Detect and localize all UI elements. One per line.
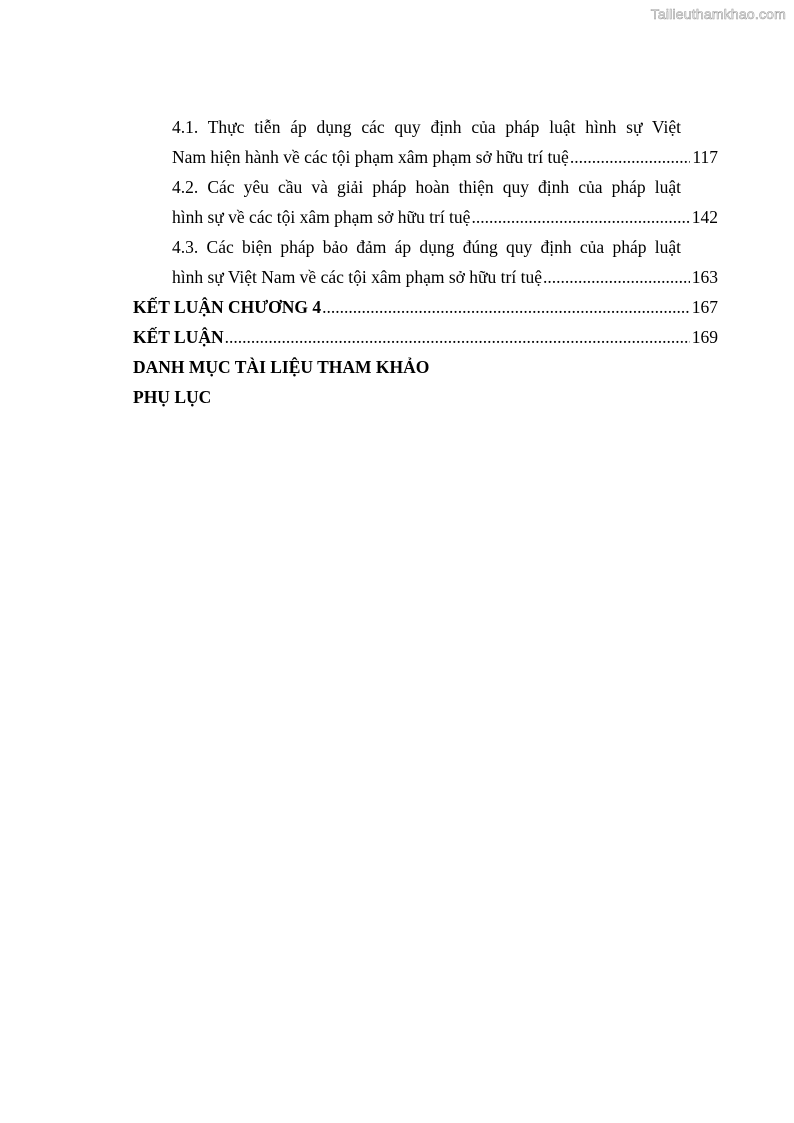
table-of-contents [133,112,718,412]
toc-entry-title-line2: hình sự về các tội xâm phạm sở hữu trí tuệ [172,207,471,227]
toc-heading-appendix[interactable]: PHỤ LỤC [133,387,212,407]
toc-entry-title-line1: 4.2. Các yêu cầu và giải pháp hoàn thiện quy định của pháp luật [172,177,681,197]
toc-entry-title-line1: 4.1. Thực tiễn áp dụng các quy định của pháp luật hình sự Việt [172,117,681,137]
dot-leader [322,292,690,322]
dot-leader [471,202,689,232]
toc-entry-4-1[interactable] [133,112,718,172]
dot-leader [225,322,690,352]
toc-entry-title-line2: Nam hiện hành về các tội phạm xâm phạm sở hữu trí tuệ [172,147,569,167]
toc-entry-title-line2-row [172,262,718,292]
toc-entry-ket-luan[interactable] [133,322,718,352]
toc-entry-title: KẾT LUẬN CHƯƠNG 4 [133,297,322,317]
toc-page-number: 163 [691,267,718,287]
toc-entry-4-3[interactable] [133,232,718,292]
toc-entry-row [133,292,718,322]
toc-entry-title: KẾT LUẬN [133,327,224,347]
toc-entry-title-line2: hình sự Việt Nam về các tội xâm phạm sở hữu trí tuệ [172,267,542,287]
dot-leader [543,262,690,292]
toc-entry-title-line2-row [172,202,718,232]
toc-page-number: 117 [692,147,718,167]
toc-page-number: 142 [691,207,718,227]
toc-entry-ket-luan-chuong-4[interactable] [133,292,718,322]
dot-leader [570,142,691,172]
toc-entry-title-line1: 4.3. Các biện pháp bảo đảm áp dụng đúng quy định của pháp luật [172,237,681,257]
toc-page-number: 167 [691,297,718,317]
toc-entry-4-2[interactable] [133,172,718,232]
watermark: Tailieuthamkhao.com [650,6,786,22]
toc-heading-references[interactable]: DANH MỤC TÀI LIỆU THAM KHẢO [133,357,430,377]
toc-page-number: 169 [691,327,718,347]
toc-entry-row [133,322,718,352]
toc-entry-title-line2-row [172,142,718,172]
